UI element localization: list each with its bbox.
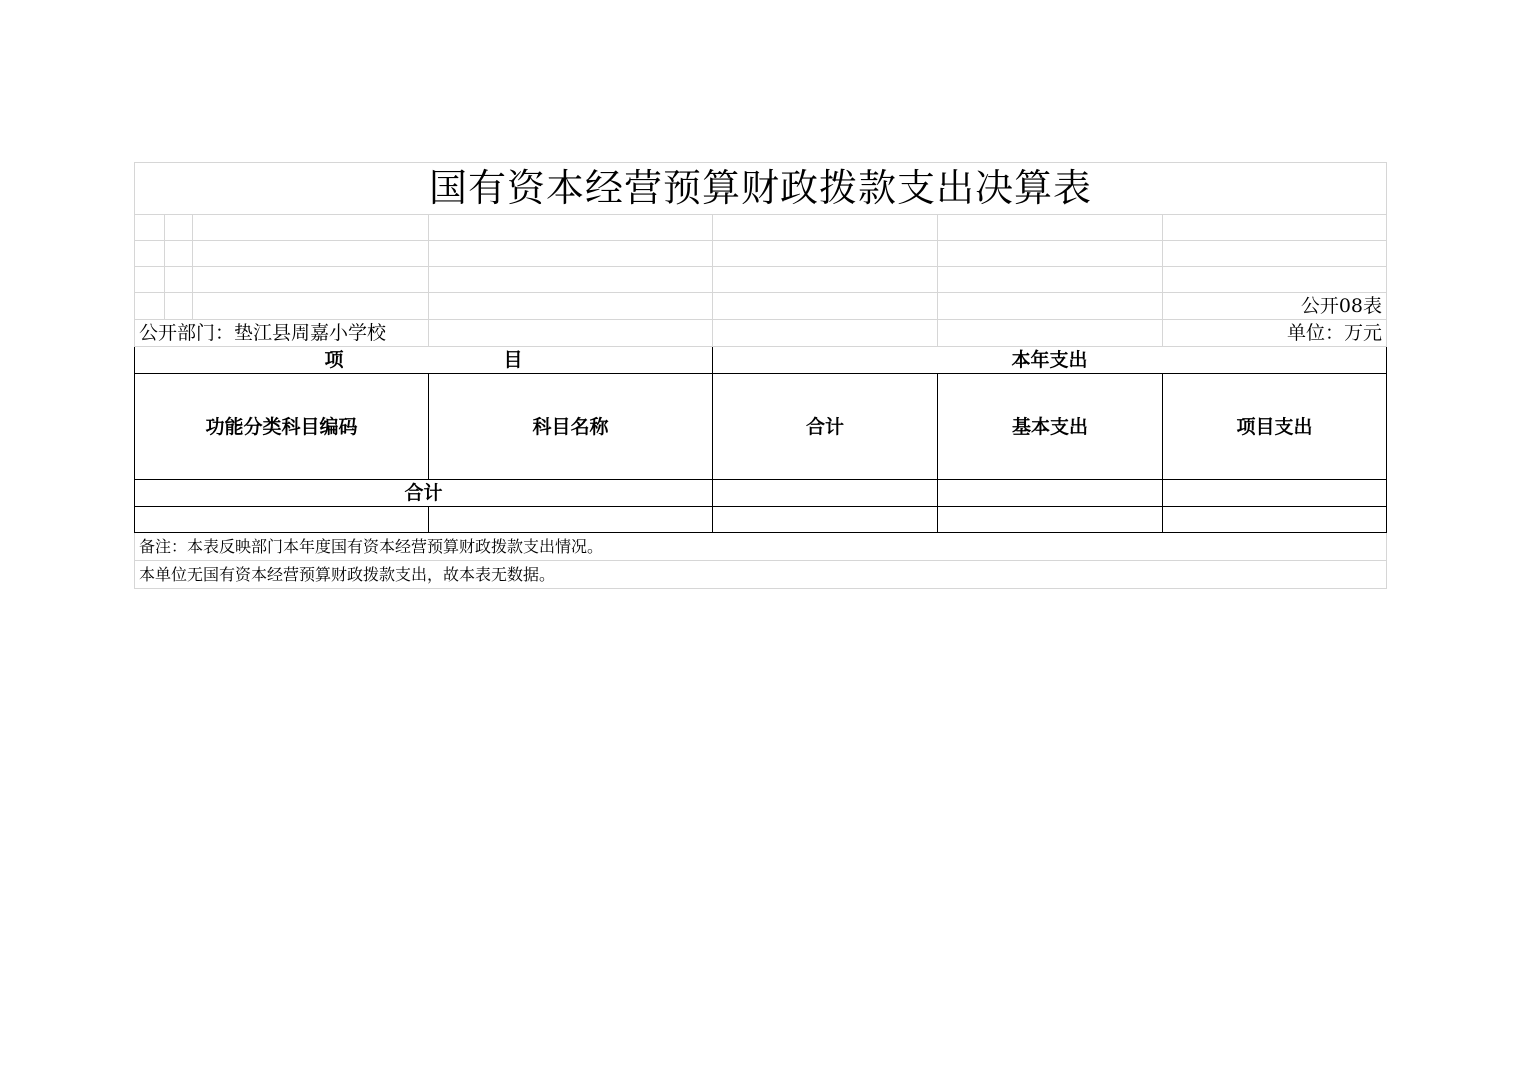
note-1: 备注：本表反映部门本年度国有资本经营预算财政拨款支出情况。 [135, 533, 1387, 561]
department-label: 公开部门：垫江县周嘉小学校 [135, 320, 429, 347]
header-row-2 [135, 374, 1387, 480]
table-row [135, 480, 1387, 507]
table-code: 公开08表 [1163, 293, 1387, 320]
item-header-part1: 项 [324, 349, 344, 371]
meta-row [135, 320, 1387, 347]
unit-label: 单位：万元 [1163, 320, 1387, 347]
blank-row [135, 215, 1387, 241]
total-cell [713, 507, 938, 533]
name-cell [429, 507, 713, 533]
title-row [135, 163, 1387, 215]
current-year-expense-header: 本年支出 [713, 347, 1387, 374]
code-row [135, 293, 1387, 320]
column-header-total: 合计 [713, 374, 938, 480]
code-cell [135, 507, 429, 533]
basic-cell [938, 507, 1163, 533]
column-header-basic: 基本支出 [938, 374, 1163, 480]
note-row [135, 561, 1387, 589]
total-label: 合计 [135, 480, 713, 507]
page-title: 国有资本经营预算财政拨款支出决算表 [135, 163, 1387, 215]
note-2: 本单位无国有资本经营预算财政拨款支出，故本表无数据。 [135, 561, 1387, 589]
blank-row [135, 241, 1387, 267]
column-header-project: 项目支出 [1163, 374, 1387, 480]
header-row-1 [135, 347, 1387, 374]
budget-sheet [134, 162, 1386, 589]
item-header [135, 347, 713, 374]
note-row [135, 533, 1387, 561]
table-row [135, 507, 1387, 533]
basic-cell [938, 480, 1163, 507]
project-cell [1163, 480, 1387, 507]
project-cell [1163, 507, 1387, 533]
expense-table [134, 162, 1387, 589]
total-cell [713, 480, 938, 507]
column-header-code: 功能分类科目编码 [135, 374, 429, 480]
column-header-name: 科目名称 [429, 374, 713, 480]
blank-row [135, 267, 1387, 293]
item-header-part2: 目 [503, 349, 523, 371]
